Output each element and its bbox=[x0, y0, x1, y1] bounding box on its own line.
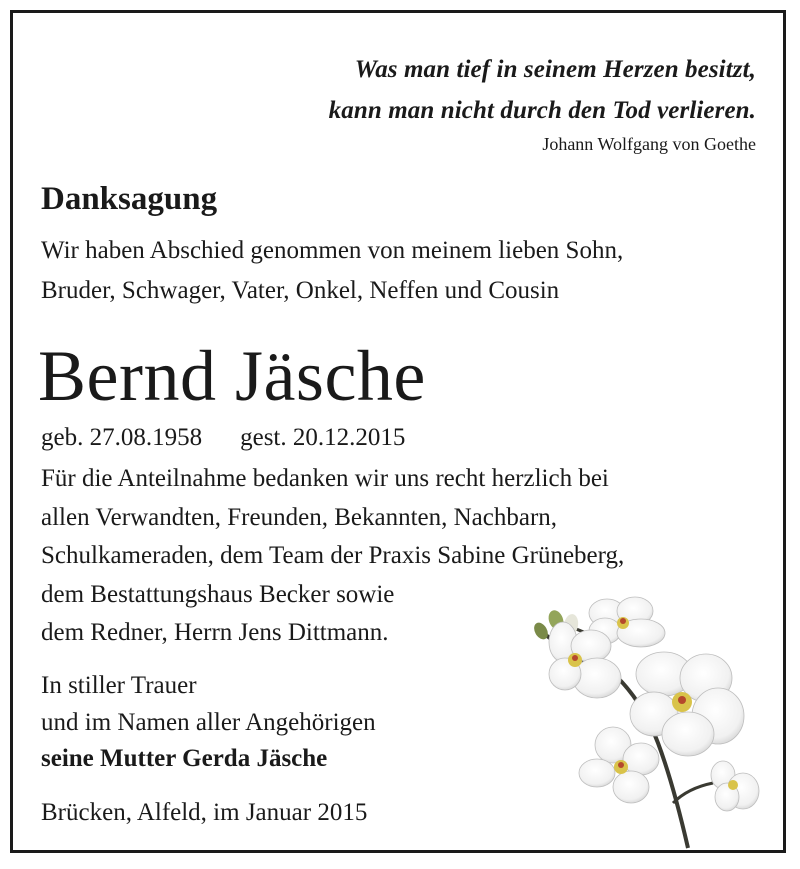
intro-line-2: Bruder, Schwager, Vater, Onkel, Neffen und Cousin bbox=[41, 277, 560, 304]
thanks-line-5: dem Redner, Herrn Jens Dittmann. bbox=[41, 619, 389, 646]
birth-date: geb. 27.08.1958 bbox=[41, 424, 203, 451]
thanks-line-1: Für die Anteilnahme bedanken wir uns recht herzlich bei bbox=[41, 465, 609, 492]
orchid-icon bbox=[523, 593, 763, 853]
death-date: gest. 20.12.2015 bbox=[240, 424, 406, 451]
quote-author: Johann Wolfgang von Goethe bbox=[542, 134, 756, 154]
mourning-line-2: und im Namen aller Angehörigen bbox=[41, 708, 376, 736]
mourning-line-1: In stiller Trauer bbox=[41, 672, 197, 699]
quote-line-1: Was man tief in seinem Herzen besitzt, bbox=[354, 56, 756, 83]
mourning-signature: seine Mutter Gerda Jäsche bbox=[41, 745, 328, 772]
obituary-card bbox=[10, 10, 786, 853]
heading-danksagung: Danksagung bbox=[41, 181, 218, 217]
thanks-line-2: allen Verwandten, Freunden, Bekannten, Nachbarn, bbox=[41, 503, 558, 531]
place-and-date: Brücken, Alfeld, im Januar 2015 bbox=[41, 799, 368, 826]
thanks-line-4: dem Bestattungshaus Becker sowie bbox=[41, 580, 395, 608]
deceased-name: Bernd Jäsche bbox=[38, 336, 426, 416]
quote-line-2: kann man nicht durch den Tod verlieren. bbox=[328, 97, 756, 124]
goethe-quote bbox=[329, 49, 756, 157]
thanks-line-3: Schulkameraden, dem Team der Praxis Sabine Grüneberg, bbox=[41, 542, 625, 569]
mourning-block bbox=[41, 668, 376, 778]
intro-line-1: Wir haben Abschied genommen von meinem lieben Sohn, bbox=[41, 237, 624, 264]
intro-text bbox=[41, 231, 781, 311]
life-dates bbox=[41, 418, 405, 458]
